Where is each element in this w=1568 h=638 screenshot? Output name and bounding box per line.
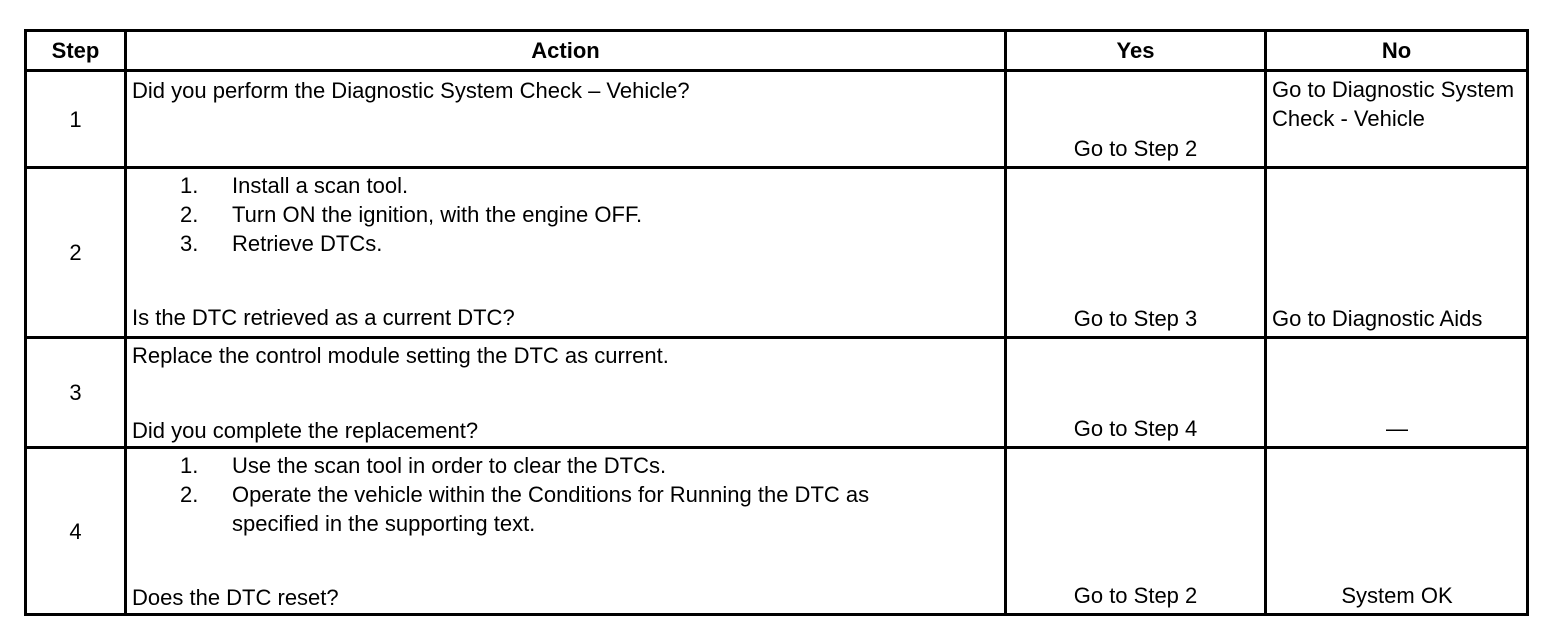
no-cell: Go to Diagnostic Aids: [1266, 168, 1528, 338]
list-item: 3. Retrieve DTCs.: [180, 231, 383, 256]
action-cell: [126, 338, 1006, 448]
table-row: [26, 71, 1528, 168]
action-cell: [126, 168, 1006, 338]
table-row: [26, 338, 1528, 448]
list-item: 1. Use the scan tool in order to clear the DTCs.: [180, 453, 667, 478]
action-text: Did you perform the Diagnostic System Check – Vehicle?: [132, 78, 690, 103]
step-number: 2: [26, 168, 126, 338]
list-item: 1. Install a scan tool.: [180, 173, 409, 198]
action-question: Does the DTC reset?: [132, 585, 339, 610]
table-row: [26, 168, 1528, 338]
table-row: [26, 448, 1528, 615]
action-question: Did you complete the replacement?: [132, 418, 479, 443]
no-cell: System OK: [1266, 448, 1528, 615]
action-steps-list: [132, 451, 1000, 538]
step-number: 3: [26, 338, 126, 448]
action-text: Replace the control module setting the DTC as current.: [132, 343, 669, 368]
yes-cell: Go to Step 3: [1006, 168, 1266, 338]
action-cell: [126, 448, 1006, 615]
step-number: 1: [26, 71, 126, 168]
no-cell: Go to Diagnostic System Check - Vehicle: [1266, 71, 1528, 168]
header-yes: Yes: [1006, 31, 1266, 71]
header-action: Action: [126, 31, 1006, 71]
no-cell: —: [1266, 338, 1528, 448]
yes-cell: Go to Step 2: [1006, 448, 1266, 615]
header-no: No: [1266, 31, 1528, 71]
action-question: Is the DTC retrieved as a current DTC?: [132, 305, 515, 330]
yes-cell: Go to Step 4: [1006, 338, 1266, 448]
list-item: 2. Turn ON the ignition, with the engine OFF.: [180, 202, 643, 227]
yes-cell: Go to Step 2: [1006, 71, 1266, 168]
step-number: 4: [26, 448, 126, 615]
list-item: 2. Operate the vehicle within the Conditions for Running the DTC as specified in the supporting text.: [180, 482, 870, 536]
header-step: Step: [26, 31, 126, 71]
action-steps-list: [132, 171, 1000, 258]
action-cell: [126, 71, 1006, 168]
diagnostic-table: [24, 29, 1529, 616]
table-header-row: [26, 31, 1528, 71]
